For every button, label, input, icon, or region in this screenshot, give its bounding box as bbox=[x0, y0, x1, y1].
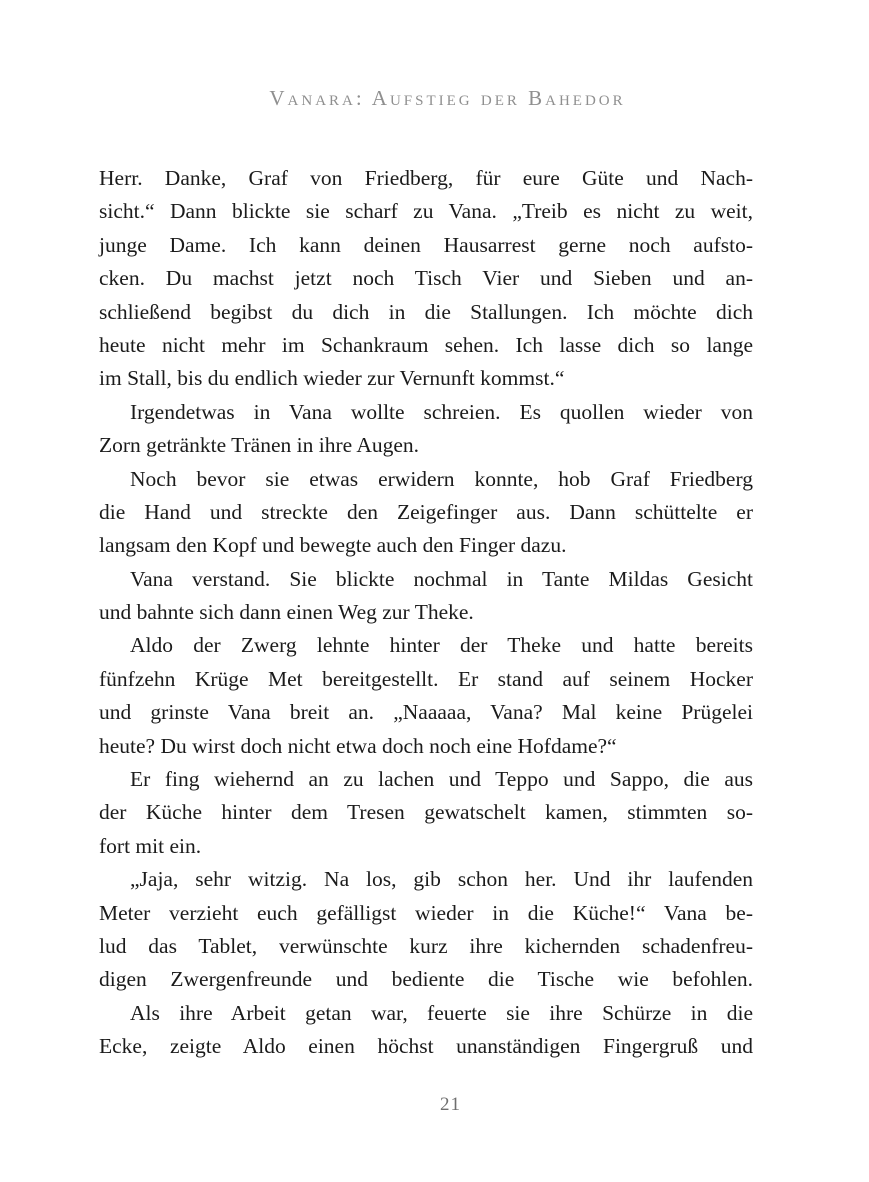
text-line: cken. Du machst jetzt noch Tisch Vier und Sieben und an- bbox=[99, 266, 753, 291]
text-line: Meter verzieht euch gefälligst wieder in die Küche!“ Vana be- bbox=[99, 900, 753, 925]
text-line: junge Dame. Ich kann deinen Hausarrest gerne noch aufsto- bbox=[99, 232, 753, 257]
text-line: fort mit ein. bbox=[99, 833, 202, 858]
text-line: Er fing wiehernd an zu lachen und Teppo und Sappo, die aus bbox=[130, 767, 753, 792]
text-line: lud das Tablet, verwünschte kurz ihre kichernden schadenfreu- bbox=[99, 933, 753, 958]
text-line: und bahnte sich dann einen Weg zur Theke. bbox=[99, 600, 474, 625]
text-line: Ecke, zeigte Aldo einen höchst unanständigen Fingergruß und bbox=[99, 1034, 753, 1059]
text-line: die Hand und streckte den Zeigefinger aus. Dann schüttelte er bbox=[99, 499, 753, 524]
text-line: Zorn getränkte Tränen in ihre Augen. bbox=[99, 433, 420, 458]
text-line: Vana verstand. Sie blickte nochmal in Tante Mildas Gesicht bbox=[130, 566, 753, 591]
text-line: Als ihre Arbeit getan war, feuerte sie ihre Schürze in die bbox=[130, 1000, 753, 1025]
page-number: 21 bbox=[440, 1094, 461, 1115]
text-line: langsam den Kopf und bewegte auch den Finger dazu. bbox=[99, 533, 567, 558]
paragraph bbox=[99, 629, 753, 763]
text-line: „Jaja, sehr witzig. Na los, gib schon her. Und ihr laufenden bbox=[130, 867, 753, 892]
text-line: im Stall, bis du endlich wieder zur Vernunft kommst.“ bbox=[99, 366, 565, 391]
text-line: heute nicht mehr im Schankraum sehen. Ich lasse dich so lange bbox=[99, 332, 753, 357]
text-line: schließend begibst du dich in die Stallungen. Ich möchte dich bbox=[99, 299, 753, 324]
paragraph bbox=[99, 463, 753, 563]
text-line: fünfzehn Krüge Met bereitgestellt. Er stand auf seinem Hocker bbox=[99, 666, 753, 691]
text-line: Noch bevor sie etwas erwidern konnte, hob Graf Friedberg bbox=[130, 466, 753, 491]
text-line: heute? Du wirst doch nicht etwa doch noch eine Hofdame?“ bbox=[99, 733, 617, 758]
text-line: der Küche hinter dem Tresen gewatschelt kamen, stimmten so- bbox=[99, 800, 753, 825]
text-line: Irgendetwas in Vana wollte schreien. Es quollen wieder von bbox=[130, 399, 753, 424]
paragraph bbox=[99, 997, 753, 1064]
text-line: sicht.“ Dann blickte sie scharf zu Vana. „Treib es nicht zu weit, bbox=[99, 199, 753, 224]
text-line: Aldo der Zwerg lehnte hinter der Theke und hatte bereits bbox=[130, 633, 753, 658]
text-line: Herr. Danke, Graf von Friedberg, für eure Güte und Nach- bbox=[99, 166, 753, 190]
text-line: und grinste Vana breit an. „Naaaaa, Vana? Mal keine Prügelei bbox=[99, 700, 753, 725]
page-footer bbox=[16, 1094, 869, 1116]
paragraph bbox=[99, 563, 753, 630]
paragraph bbox=[99, 396, 753, 463]
body-text bbox=[99, 162, 753, 1064]
paragraph bbox=[99, 863, 753, 997]
running-header bbox=[13, 86, 869, 111]
text-line: digen Zwergenfreunde und bediente die Tische wie befohlen. bbox=[99, 967, 753, 992]
running-header-text: Vanara: Aufstieg der Bahedor bbox=[269, 86, 626, 110]
paragraph bbox=[99, 763, 753, 863]
paragraph bbox=[99, 162, 753, 396]
